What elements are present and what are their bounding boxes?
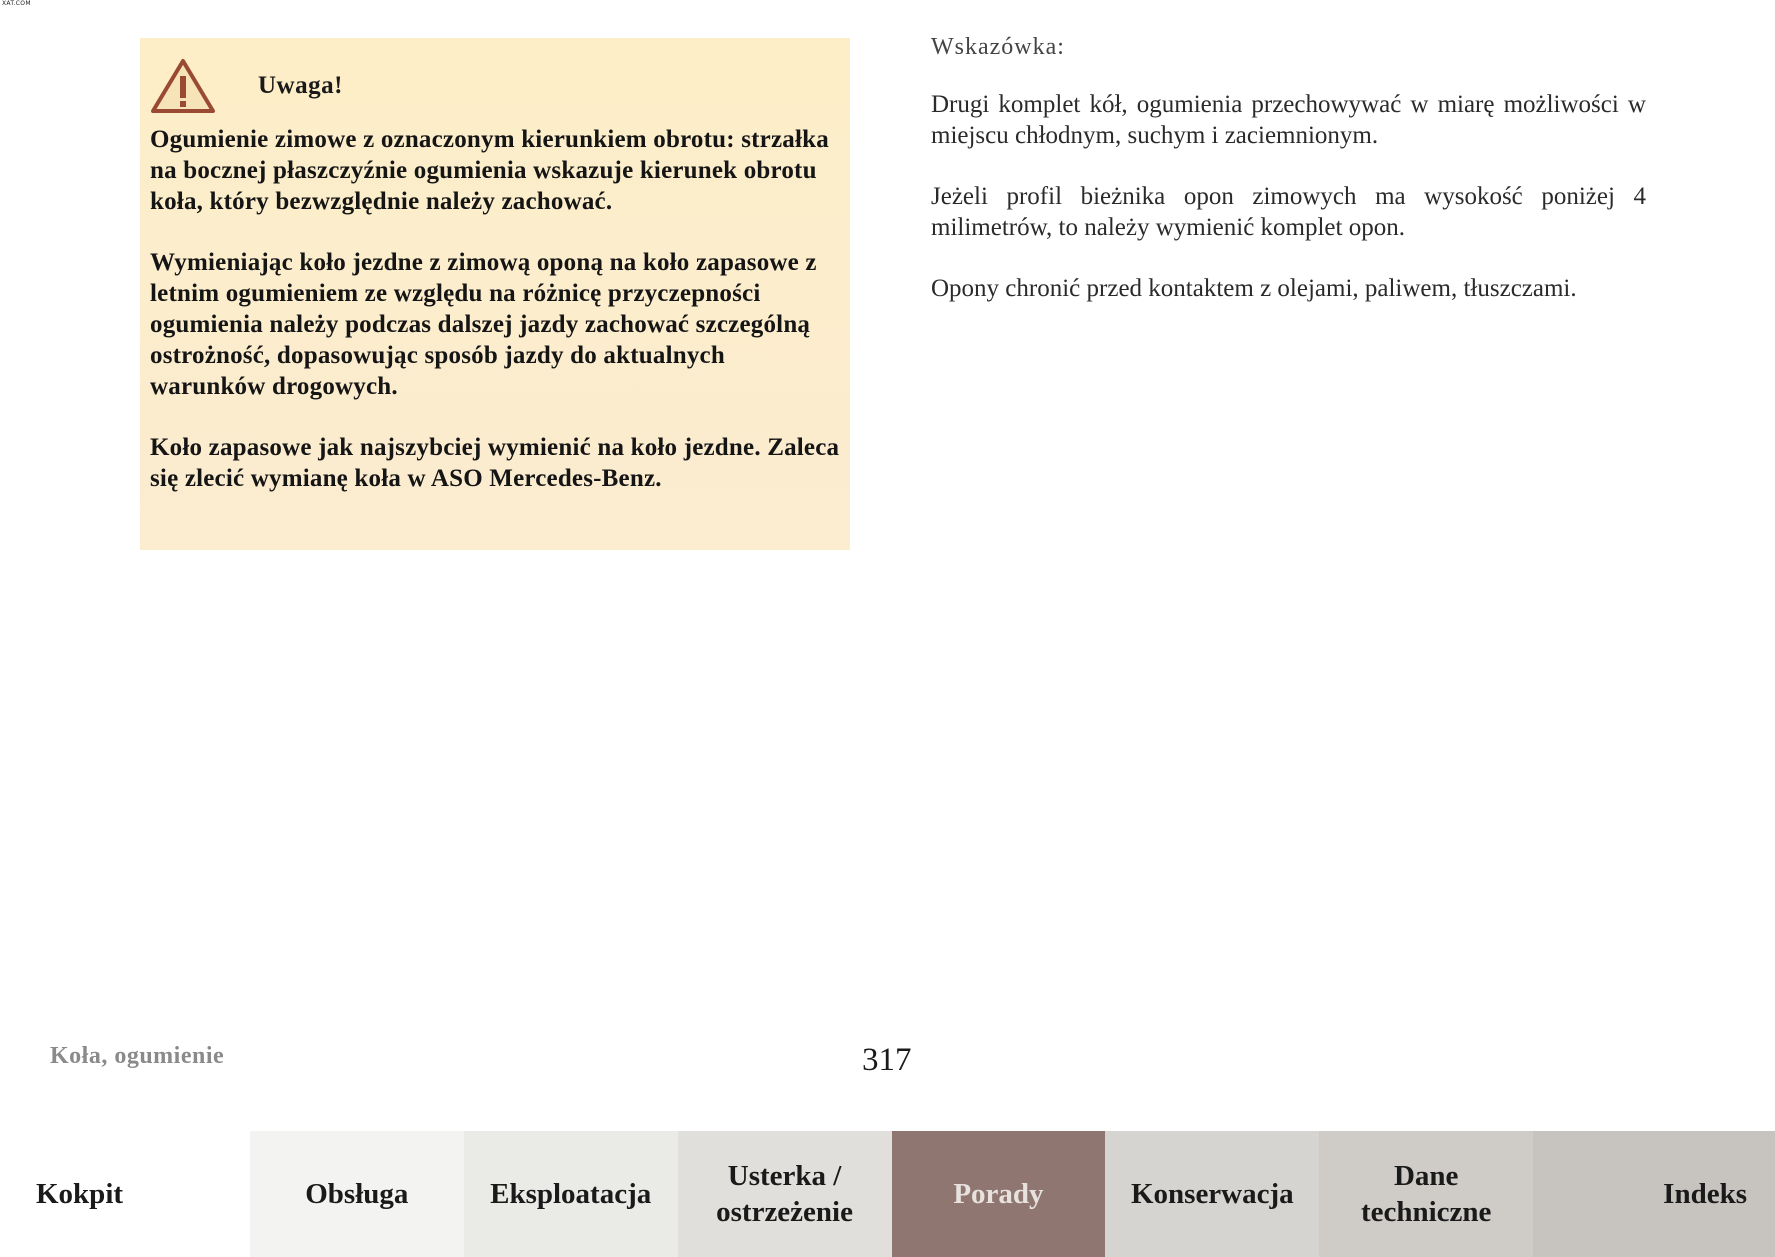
nav-tab-dane-techniczne[interactable] xyxy=(1319,1131,1533,1257)
warning-paragraph-3: Koło zapasowe jak najszybciej wymienić na koło jezdne. Zaleca się zlecić wymianę koła w ASO Mercedes-Benz. xyxy=(150,434,840,492)
nav-tab-label: Konserwacja xyxy=(1130,1178,1294,1210)
nav-tab-label-line2: ostrzeżenie xyxy=(716,1196,853,1228)
warning-paragraph-1: Ogumienie zimowe z oznaczonym kierunkiem obrotu: strzałka na bocznej płaszczyźnie ogumienia wskazuje kierunek obrotu koła, który bezwzględnie należy zachować. xyxy=(150,126,829,215)
hint-column xyxy=(931,30,1646,334)
nav-tab-label: Dane xyxy=(1393,1160,1459,1192)
nav-tab-label-line2: techniczne xyxy=(1360,1196,1492,1228)
hint-label: Wskazówka: xyxy=(931,34,1065,60)
nav-tab-kokpit[interactable] xyxy=(0,1131,250,1257)
nav-tab-porady[interactable] xyxy=(892,1131,1106,1257)
warning-title: Uwaga! xyxy=(258,72,343,99)
nav-tab-eksploatacja[interactable] xyxy=(464,1131,678,1257)
page-number: 317 xyxy=(862,1042,912,1078)
nav-tab-indeks[interactable] xyxy=(1533,1131,1775,1257)
hint-paragraph-2: Jeżeli profil bieżnika opon zimowych ma wysokość poniżej 4 milimetrów, to należy wymienić komplet opon. xyxy=(931,183,1646,241)
watermark-text: XAT.COM xyxy=(2,0,31,7)
nav-tab-label: Eksploatacja xyxy=(490,1178,652,1210)
nav-tab-usterka[interactable] xyxy=(678,1131,892,1257)
hint-paragraph-1: Drugi komplet kół, ogumienia przechowywać w miarę możliwości w miejscu chłodnym, suchym i zaciemnionym. xyxy=(931,91,1646,149)
warning-header xyxy=(150,54,840,118)
nav-tab-label: Usterka / xyxy=(727,1160,842,1192)
nav-tab-label: Porady xyxy=(953,1178,1044,1210)
hint-paragraph-3: Opony chronić przed kontaktem z olejami, paliwem, tłuszczami. xyxy=(931,275,1577,302)
nav-tab-label: Obsługa xyxy=(305,1178,409,1210)
warning-triangle-icon xyxy=(150,58,216,114)
footer-section-title: Koła, ogumienie xyxy=(50,1043,225,1069)
nav-tab-obsluga[interactable] xyxy=(250,1131,464,1257)
nav-tab-label: Indeks xyxy=(1663,1178,1747,1210)
warning-box xyxy=(140,38,850,550)
warning-paragraph-2: Wymieniając koło jezdne z zimową oponą na koło zapasowe z letnim ogumieniem ze względu na różnicę przyczepności ogumienia należy podczas dalszej jazdy zachować szczególną ostrożność, dopasowując sposób jazdy do aktualnych warunków drogowych. xyxy=(150,249,817,400)
nav-tab-konserwacja[interactable] xyxy=(1105,1131,1319,1257)
chapter-nav-bar xyxy=(0,1131,1775,1257)
nav-tab-label: Kokpit xyxy=(36,1178,124,1210)
